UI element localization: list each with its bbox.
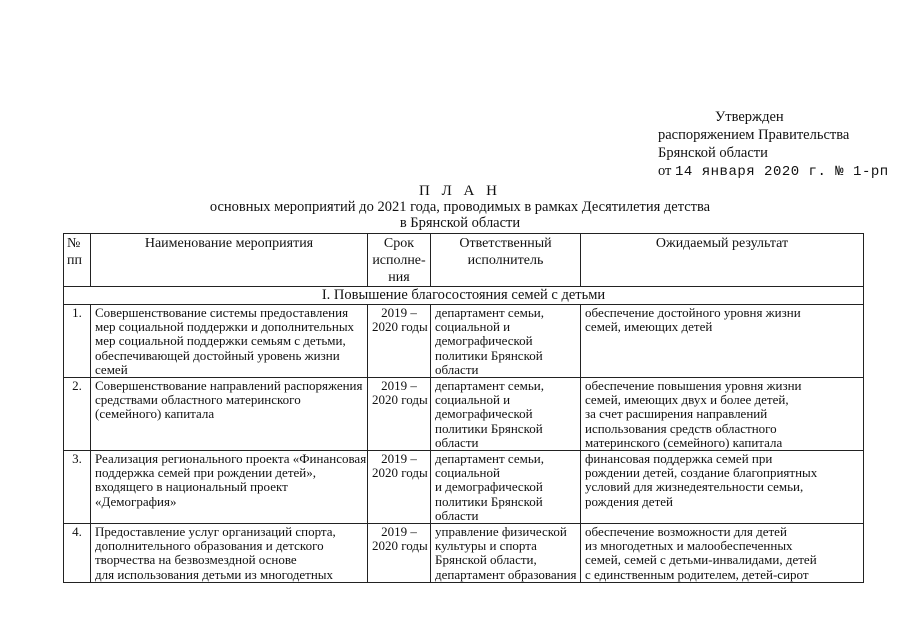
row-result-line: условий для жизнедеятельности семьи, <box>585 479 804 495</box>
row-activity-name <box>91 305 368 378</box>
row-executor-line: управление физической <box>435 524 567 540</box>
approval-line-order: распоряжением Правительства <box>658 127 850 143</box>
row-activity-name-line: Предоставление услуг организаций спорта, <box>95 524 336 540</box>
table-header-row <box>64 234 864 287</box>
row-executor-line: политики Брянской <box>435 493 543 509</box>
row-result-line: использования средств областного <box>585 420 777 436</box>
row-executor-line: департамент образования <box>435 566 577 582</box>
row-result-line: финансовая поддержка семей при <box>585 451 773 467</box>
row-number: 3. <box>64 451 91 524</box>
row-result <box>581 451 864 524</box>
row-activity-name-line: мер социальной поддержки и дополнительных <box>95 319 355 335</box>
row-activity-name-line: семей <box>95 361 128 377</box>
table-row <box>64 305 864 378</box>
row-activity-name-line: (семейного) капитала <box>95 406 215 422</box>
row-activity-name-line: Совершенствование системы предоставления <box>95 305 349 320</box>
row-result-line: обеспечение достойного уровня жизни <box>585 305 801 320</box>
row-term-line: 2019 – <box>381 451 417 467</box>
header-number-line: пп <box>67 253 82 268</box>
table-row <box>64 378 864 451</box>
row-executor <box>431 305 581 378</box>
row-result <box>581 378 864 451</box>
row-executor-line: социальной <box>435 465 500 481</box>
document-region: в Брянской области <box>399 215 521 231</box>
row-term-line: 2019 – <box>381 305 417 320</box>
row-executor <box>431 378 581 451</box>
header-result: Ожидаемый результат <box>581 234 864 287</box>
document-title: П Л А Н <box>419 183 501 199</box>
approval-line-date <box>658 162 889 181</box>
row-result-line: обеспечение возможности для детей <box>585 524 787 540</box>
row-executor-line: политики Брянской <box>435 420 543 436</box>
row-term-line: 2020 годы <box>372 392 428 408</box>
row-term-line: 2020 годы <box>372 538 428 554</box>
document-heading <box>60 183 860 231</box>
approval-date-prefix: от <box>658 163 672 179</box>
row-executor-line: культуры и спорта <box>435 538 537 554</box>
header-executor <box>431 234 581 287</box>
row-result-line: обеспечение повышения уровня жизни <box>585 378 802 394</box>
row-executor-line: департамент семьи, <box>435 378 544 394</box>
document-subtitle: основных мероприятий до 2021 года, проводимых в рамках Десятилетия детства <box>209 199 711 215</box>
section-title: I. Повышение благосостояния семей с детьми <box>64 287 864 305</box>
row-result-line: с единственным родителем, детей-сирот <box>585 566 809 582</box>
header-term <box>368 234 431 287</box>
row-result-line: материнского (семейного) капитала <box>585 434 783 450</box>
row-activity-name-line: для использования детьми из многодетных <box>95 566 334 582</box>
plan-table <box>63 233 864 583</box>
header-term-line: исполне- <box>372 253 426 268</box>
row-executor-line: области <box>435 507 479 523</box>
row-executor-line: демографической <box>435 333 533 349</box>
row-result-line: рождении детей, создание благоприятных <box>585 465 818 481</box>
row-activity-name-line: средствами областного материнского <box>95 392 301 408</box>
header-term-line: Срок <box>383 236 415 251</box>
table-row <box>64 524 864 583</box>
row-number: 1. <box>64 305 91 378</box>
row-activity-name-line: дополнительного образования и детского <box>95 538 324 554</box>
row-term <box>368 451 431 524</box>
row-executor-line: демографической <box>435 406 533 422</box>
row-term <box>368 378 431 451</box>
header-name: Наименование мероприятия <box>91 234 368 287</box>
row-result <box>581 305 864 378</box>
row-activity-name-line: мер социальной поддержки семьям с детьми, <box>95 333 346 349</box>
row-activity-name-line: творчества на безвозмездной основе <box>95 552 297 568</box>
row-activity-name <box>91 378 368 451</box>
row-number: 4. <box>64 524 91 583</box>
row-executor <box>431 451 581 524</box>
row-executor-line: политики Брянской <box>435 347 543 363</box>
row-executor <box>431 524 581 583</box>
row-result-line: семей, имеющих детей <box>585 319 713 335</box>
header-number <box>64 234 91 287</box>
row-executor-line: департамент семьи, <box>435 305 544 320</box>
row-executor-line: социальной и <box>435 319 511 335</box>
row-term-line: 2020 годы <box>372 465 428 481</box>
row-number: 2. <box>64 378 91 451</box>
row-executor-line: департамент семьи, <box>435 451 544 467</box>
row-executor-line: области <box>435 434 479 450</box>
row-term-line: 2020 годы <box>372 319 428 335</box>
table-row <box>64 451 864 524</box>
approval-line-approved: Утвержден <box>715 109 784 125</box>
row-term-line: 2019 – <box>381 524 417 540</box>
row-result-line: за счет расширения направлений <box>585 406 768 422</box>
row-activity-name-line: Совершенствование направлений распоряжения <box>95 378 363 394</box>
row-result-line: семей, семей с детьми-инвалидами, детей <box>585 552 817 568</box>
row-activity-name <box>91 451 368 524</box>
row-term <box>368 305 431 378</box>
row-activity-name-line: обеспечивающей достойный уровень жизни <box>95 347 340 363</box>
row-executor-line: и демографической <box>435 479 543 495</box>
row-result-line: рождения детей <box>585 493 673 509</box>
row-activity-name-line: входящего в национальный проект <box>95 479 288 495</box>
row-term-line: 2019 – <box>381 378 417 394</box>
row-result <box>581 524 864 583</box>
header-executor-line: Ответственный <box>459 236 552 251</box>
section-row <box>64 287 864 305</box>
row-executor-line: социальной и <box>435 392 511 408</box>
approval-line-region: Брянской области <box>658 145 768 161</box>
row-term <box>368 524 431 583</box>
row-activity-name-line: «Демография» <box>95 493 177 509</box>
row-executor-line: области <box>435 361 479 377</box>
approval-block <box>658 108 889 181</box>
row-activity-name-line: Реализация регионального проекта «Финансовая <box>95 451 367 467</box>
row-activity-name <box>91 524 368 583</box>
row-result-line: из многодетных и малообеспеченных <box>585 538 793 554</box>
header-executor-line: исполнитель <box>467 253 544 268</box>
row-result-line: семей, имеющих двух и более детей, <box>585 392 789 408</box>
approval-date-value: 14 января 2020 г. № 1-рп <box>675 164 889 180</box>
header-term-line: ния <box>388 270 410 285</box>
row-executor-line: Брянской области, <box>435 552 537 568</box>
row-activity-name-line: поддержка семей при рождении детей», <box>95 465 316 481</box>
header-number-line: № <box>67 236 81 251</box>
